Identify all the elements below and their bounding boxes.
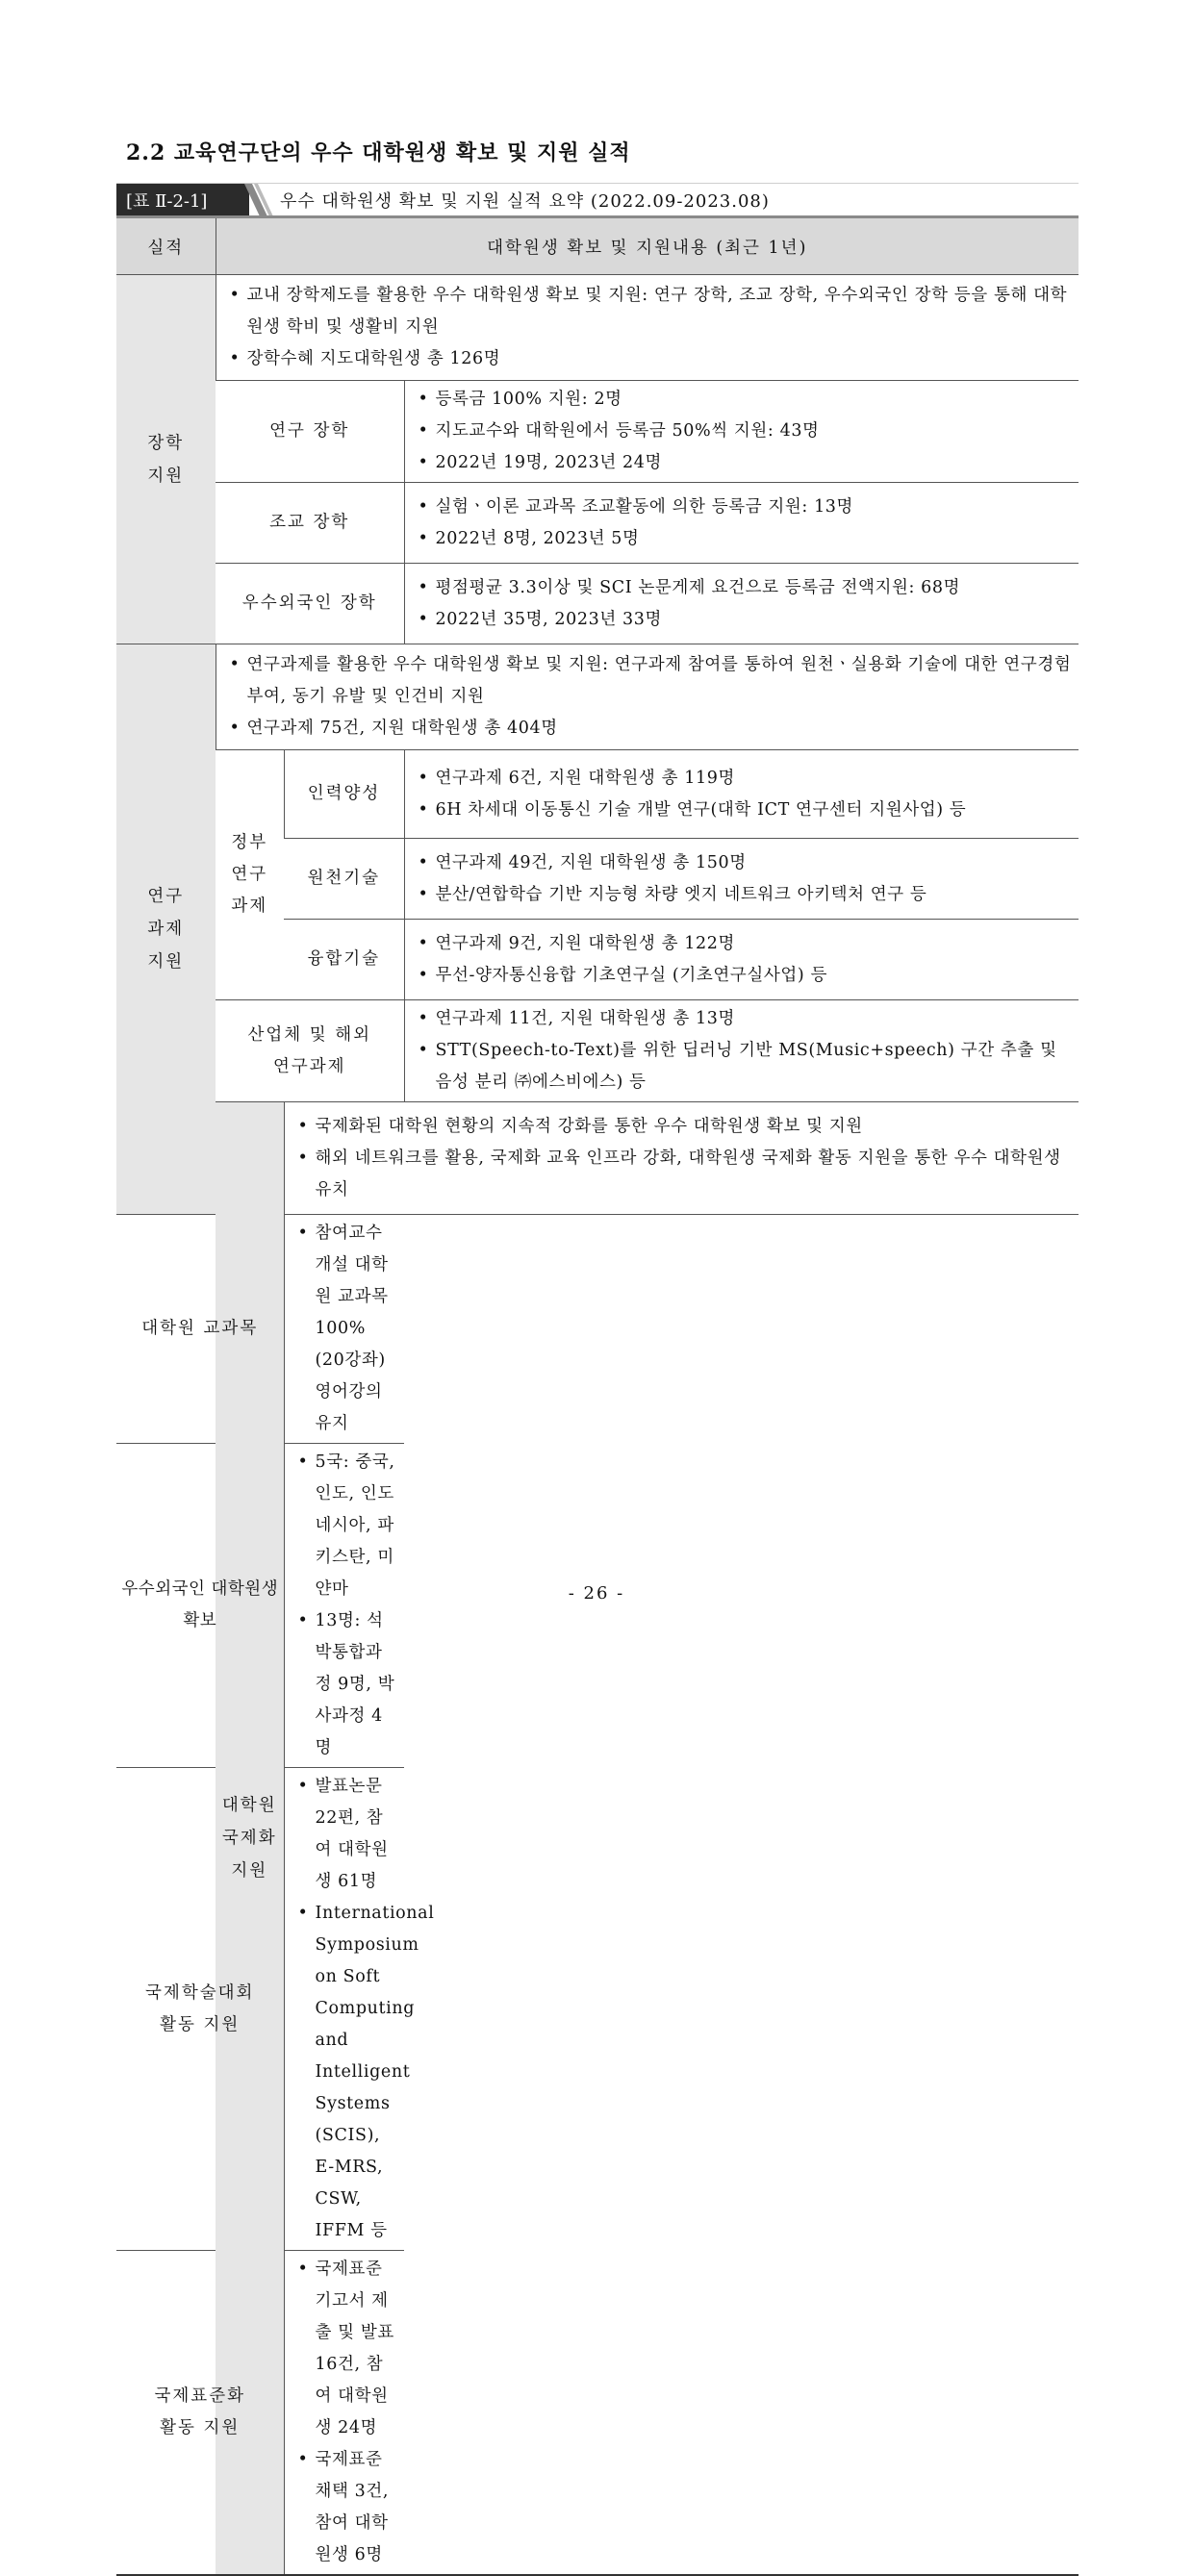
cell-label: 국제표준화 활동 지원 [154,2387,246,2437]
list-item: • 실험ㆍ이론 교과목 조교활동에 의한 등록금 지원: 13명 [415,492,1074,523]
scholarship-research-items [404,381,1079,483]
list-item: • 장학수혜 지도대학원생 총 126명 [226,343,1074,375]
cell-label: 국제학술대회 활동 지원 [145,1983,255,2034]
intl-standardization-items [284,2251,404,2576]
support-summary-table [116,215,1079,2576]
gov-convergence-items [404,920,1079,1000]
intl-foreign-students-items [284,1444,404,1768]
caption-slash-decoration [244,184,277,216]
bullet-list [294,2254,399,2571]
section-title: 2.2 교육연구단의 우수 대학원생 확보 및 지원 실적 [126,140,631,165]
table-row [116,1444,1079,1768]
header-content: 대학원생 확보 및 지원내용 (최근 1년) [216,217,1079,275]
list-item: • 해외 네트워크를 활용, 국제화 교육 인프라 강화, 대학원생 국제화 활동 지원을 통한 우수 대학원생 유치 [294,1143,1074,1206]
cell-label: 원천기술 [307,869,381,888]
table-row [116,644,1079,750]
table-row [116,564,1079,644]
table-row [116,1215,1079,1444]
bullet-list [415,1003,1074,1099]
intl-course-label [116,1215,284,1444]
research-summary [216,644,1079,750]
cell-label: 우수외국인 장학 [241,593,377,613]
bullet-list [415,384,1074,479]
cell-label: 융합기술 [307,949,381,969]
table-row [116,2251,1079,2576]
scholarship-assistant-label [216,483,404,564]
list-item: • 6H 차세대 이동통신 기술 개발 연구(대학 ICT 연구센터 지원사업) 등 [415,795,1074,826]
list-item: • 분산/연합학습 기반 지능형 차량 엣지 네트워크 아키텍처 연구 등 [415,879,1074,911]
gov-manpower-label [284,750,404,839]
gov-manpower-items [404,750,1079,839]
bullet-list [294,1447,399,1764]
table-row [116,1000,1079,1102]
intl-standardization-label [116,2251,284,2576]
table-row [116,483,1079,564]
list-item: • 연구과제를 활용한 우수 대학원생 확보 및 지원: 연구과제 참여를 통하여 원천ㆍ실용화 기술에 대한 연구경험 부여, 동기 유발 및 인건비 지원 [226,649,1074,713]
list-item: • 교내 장학제도를 활용한 우수 대학원생 확보 및 지원: 연구 장학, 조교 장학, 우수외국인 장학 등을 통해 대학원생 학비 및 생활비 지원 [226,280,1074,343]
scholarship-summary [216,275,1079,381]
cell-label: 우수외국인 대학원생 확보 [121,1579,279,1630]
list-item: • 참여교수 개설 대학원 교과목 100% (20강좌) 영어강의 유지 [294,1218,399,1440]
table-caption [116,183,1079,216]
list-item: • 국제표준 채택 3건, 참여 대학원생 6명 [294,2444,399,2571]
list-item: • 무선-양자통신융합 기초연구실 (기초연구실사업) 등 [415,960,1074,992]
table-row [116,1102,1079,1215]
gov-core-tech-label [284,839,404,920]
category-scholarship [116,275,216,644]
bullet-list [226,280,1074,375]
list-item: • 연구과제 49건, 지원 대학원생 총 150명 [415,847,1074,879]
bullet-list [415,763,1074,826]
cell-label: 연구 과제 지원 [147,887,185,972]
table-row [116,275,1079,381]
intl-foreign-students-label [116,1444,284,1768]
cell-label: 대학원 국제화 지원 [221,1796,277,1881]
cell-label: 대학원 교과목 [141,1319,259,1338]
table-row [116,381,1079,483]
bullet-list [294,1771,435,2247]
gov-research-label [216,750,284,1000]
industry-overseas-label [216,1000,404,1102]
list-item: • 등록금 100% 지원: 2명 [415,384,1074,416]
cell-label: 정부 연구 과제 [231,833,268,916]
list-item: • 발표논문 22편, 참여 대학원생 61명 [294,1771,399,1898]
list-item: • International Symposium on Soft Computing and Intelligent Systems (SCIS), E-MRS, CSW, IFFM 등 [294,1898,399,2247]
list-item: • 국제화된 대학원 현황의 지속적 강화를 통한 우수 대학원생 확보 및 지원 [294,1111,1074,1143]
table-caption-text: 우수 대학원생 확보 및 지원 실적 요약 (2022.09-2023.08) [280,191,770,212]
gov-convergence-label [284,920,404,1000]
header-performance: 실적 [116,217,216,275]
table-header-row [116,217,1079,275]
page-number: - 26 - [568,1583,625,1604]
scholarship-foreign-items [404,564,1079,644]
cell-label: 연구 장학 [269,421,350,441]
bullet-list [415,928,1074,992]
bullet-list [415,572,1074,636]
table-caption-label: [표 Ⅱ-2-1] [116,184,249,216]
list-item: • 2022년 35명, 2023년 33명 [415,604,1074,636]
gov-core-tech-items [404,839,1079,920]
list-item: • 2022년 19명, 2023년 24명 [415,447,1074,479]
list-item: • 연구과제 75건, 지원 대학원생 총 404명 [226,713,1074,745]
list-item: • 평점평균 3.3이상 및 SCI 논문게제 요건으로 등록금 전액지원: 68명 [415,572,1074,604]
industry-overseas-items [404,1000,1079,1102]
scholarship-research-label [216,381,404,483]
category-research [116,644,216,1215]
intl-course-items [284,1215,404,1444]
international-summary [284,1102,1079,1215]
intl-conference-items [284,1768,435,2251]
table-row [116,750,1079,839]
cell-label: 장학 지원 [147,433,185,486]
list-item: • STT(Speech-to-Text)를 위한 딥러닝 기반 MS(Music+speech) 구간 추출 및 음성 분리 ㈜에스비에스) 등 [415,1035,1074,1099]
bullet-list [294,1218,399,1440]
list-item: • 국제표준 기고서 제출 및 발표 16건, 참여 대학원생 24명 [294,2254,399,2444]
bullet-list [294,1111,1074,1206]
bullet-list [415,492,1074,555]
cell-label: 인력양성 [307,784,381,803]
list-item: • 2022년 8명, 2023년 5명 [415,523,1074,555]
bullet-list [415,847,1074,911]
list-item: • 13명: 석박통합과정 9명, 박사과정 4명 [294,1605,399,1764]
bullet-list [226,649,1074,745]
list-item: • 연구과제 11건, 지원 대학원생 총 13명 [415,1003,1074,1035]
cell-label: 조교 장학 [269,513,350,532]
list-item: • 지도교수와 대학원에서 등록금 50%씩 지원: 43명 [415,416,1074,447]
list-item: • 5국: 중국, 인도, 인도네시아, 파키스탄, 미얀마 [294,1447,399,1605]
list-item: • 연구과제 6건, 지원 대학원생 총 119명 [415,763,1074,795]
scholarship-assistant-items [404,483,1079,564]
scholarship-foreign-label [216,564,404,644]
list-item: • 연구과제 9건, 지원 대학원생 총 122명 [415,928,1074,960]
cell-label: 산업체 및 해외 연구과제 [247,1024,372,1076]
